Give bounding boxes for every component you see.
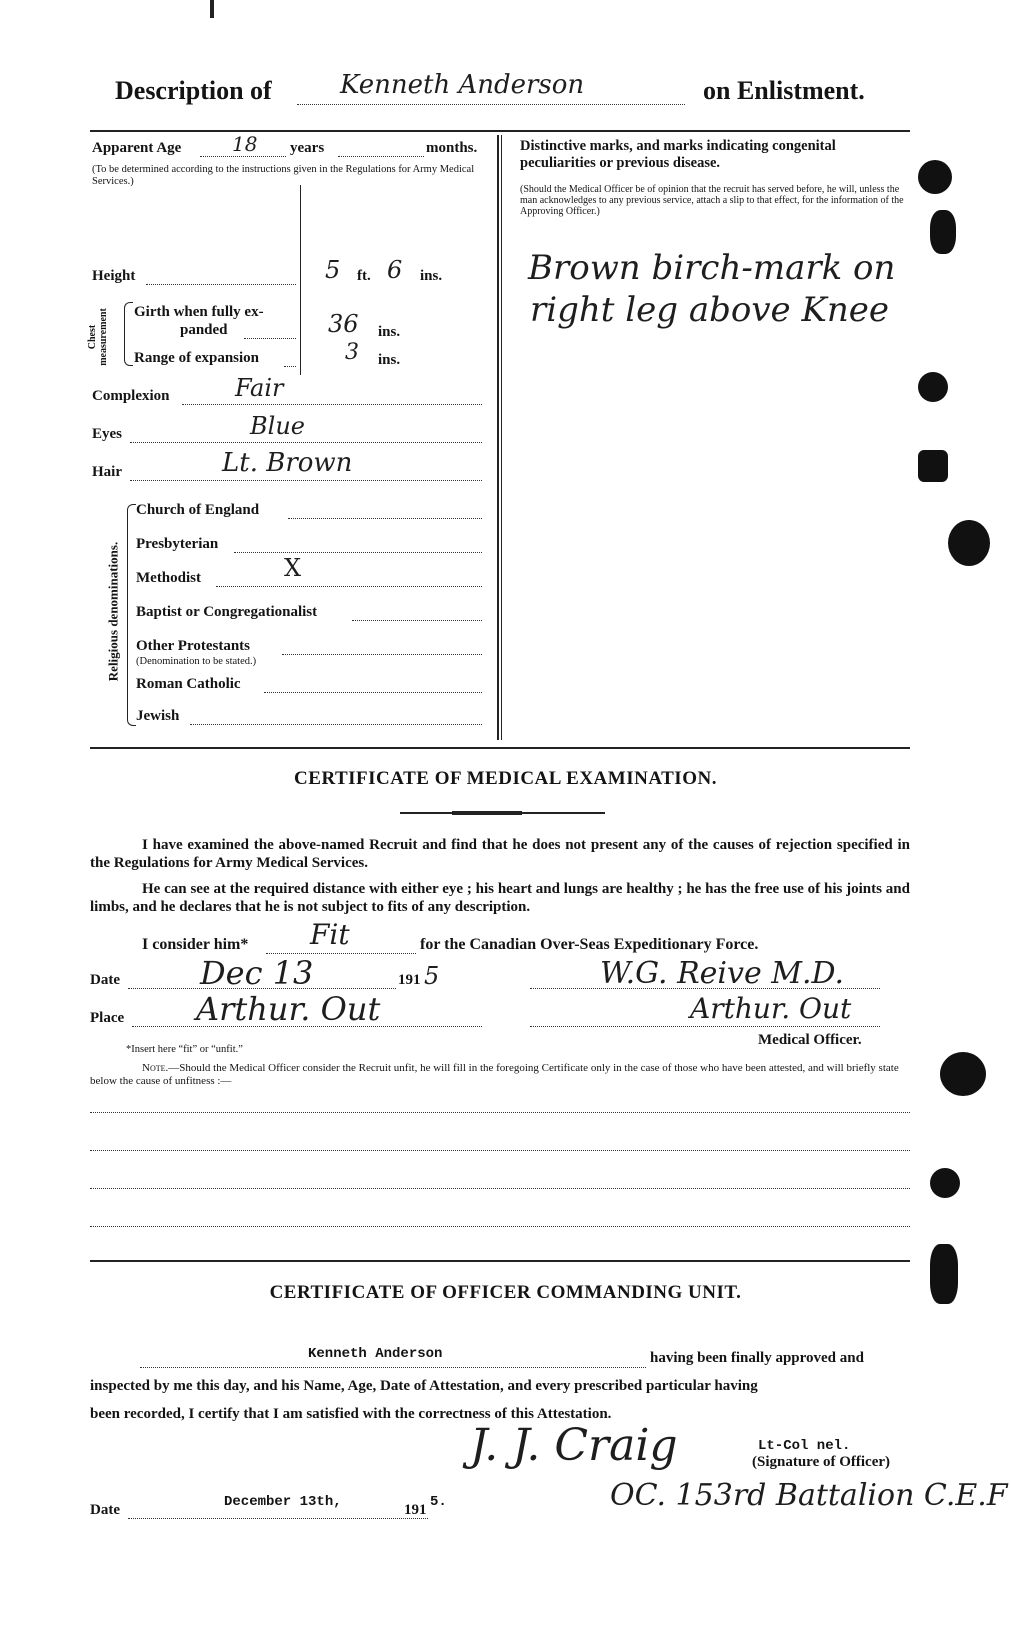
commanding-name-value: Kenneth Anderson [308, 1346, 443, 1362]
religion-line [190, 724, 482, 725]
recruit-name: Kenneth Anderson [340, 70, 585, 100]
punch-hole [918, 372, 948, 402]
marks-value-line-1: Brown birch-mark on [528, 248, 896, 288]
range-line [284, 366, 296, 367]
complexion-label: Complexion [92, 388, 170, 404]
hair-label: Hair [92, 464, 122, 480]
heading-underline-mid [452, 811, 522, 815]
medical-paragraph-1-text: I have examined the above-named Recruit and find that he does not present any of the causes of rejection specified in the Regulations for Army Medical Services. [90, 837, 910, 871]
medical-paragraph-2 [90, 880, 910, 916]
ft-label: ft. [357, 268, 371, 284]
punch-hole [918, 160, 952, 194]
years-label: years [290, 140, 325, 156]
consider-value: Fit [310, 918, 350, 951]
girth-value: 36 [328, 310, 359, 338]
commanding-signature: J. J. Craig [470, 1420, 678, 1471]
commanding-year-prefix: 191 [404, 1502, 427, 1518]
commanding-text-3: been recorded, I certify that I am satisfied with the correctness of this Attestation. [90, 1406, 612, 1422]
value-column-line [300, 185, 301, 375]
commanding-text-2: inspected by me this day, and his Name, Age, Date of Attestation, and every prescribed particular having [90, 1378, 758, 1394]
methodist-mark: X [284, 554, 302, 582]
unfitness-line [90, 1226, 910, 1227]
range-label: Range of expansion [134, 350, 260, 366]
range-value: 3 [345, 340, 359, 365]
religion-bracket [127, 504, 136, 726]
punch-hole [930, 1168, 960, 1198]
religion-line [234, 552, 482, 553]
medical-note-text: —Should the Medical Officer consider the Recruit unfit, he will fill in the foregoing Certificate only in the case of those who have been attested, and will briefly state below the cause of unfitness :— [90, 1062, 899, 1087]
complexion-line [182, 404, 482, 405]
girth-line [244, 338, 296, 339]
title-suffix: on Enlistment. [703, 76, 865, 105]
other-protestants-note: (Denomination to be stated.) [136, 656, 257, 667]
medical-date-label: Date [90, 972, 120, 988]
hair-value: Lt. Brown [222, 448, 353, 478]
medical-date-value: Dec 13 [200, 954, 314, 992]
girth-label-1: Girth when fully ex- [134, 304, 264, 320]
height-label: Height [92, 268, 136, 284]
medical-paragraph-1 [90, 836, 910, 872]
height-in-value: 6 [387, 256, 403, 284]
section-rule [90, 1260, 910, 1262]
commanding-text-1: having been finally approved and [650, 1350, 864, 1366]
officer-place-line [530, 1026, 880, 1027]
punch-hole [930, 210, 956, 254]
marks-note [520, 184, 915, 217]
commanding-name-line [140, 1367, 646, 1368]
commanding-date-value: December 13th, [224, 1494, 342, 1510]
medical-note-label: Note. [142, 1062, 169, 1074]
unfitness-line [90, 1150, 910, 1151]
girth-ins-label: ins. [378, 324, 401, 340]
chest-label-text: Chest measurement [87, 308, 109, 366]
unfitness-line [90, 1112, 910, 1113]
medical-heading: CERTIFICATE OF MEDICAL EXAMINATION. [294, 768, 717, 789]
eyes-line [130, 442, 482, 443]
medical-officer-signature: W.G. Reive M.D. [600, 956, 845, 991]
age-label: Apparent Age [92, 140, 182, 156]
age-note [92, 164, 482, 188]
religion-item: Jewish [136, 708, 180, 724]
commanding-year-value: 5. [430, 1494, 447, 1510]
height-ft-value: 5 [325, 256, 341, 284]
religion-item: Church of England [136, 502, 260, 518]
religion-item: Roman Catholic [136, 676, 241, 692]
commanding-heading: CERTIFICATE OF OFFICER COMMANDING UNIT. [269, 1282, 742, 1303]
punch-hole [918, 450, 948, 482]
age-line [200, 156, 286, 157]
consider-label: I consider him* [142, 936, 249, 953]
medical-note [90, 1062, 910, 1088]
consider-suffix: for the Canadian Over-Seas Expeditionary Force. [420, 936, 759, 953]
religion-line [352, 620, 482, 621]
title-prefix: Description of [115, 76, 272, 105]
chest-bracket [124, 302, 133, 366]
months-label: months. [426, 140, 478, 156]
scan-mark [210, 0, 214, 18]
commanding-date-label: Date [90, 1502, 120, 1518]
medical-place-value: Arthur. Out [196, 990, 381, 1028]
religion-line [264, 692, 482, 693]
commanding-date-line [128, 1518, 428, 1519]
medical-paragraph-2-text: He can see at the required distance with either eye ; his heart and lungs are healthy ; he has the free use of his joints and limbs, and he declares that he is not subject to fits of any description. [90, 881, 910, 915]
religion-item: Presbyterian [136, 536, 219, 552]
unfitness-line [90, 1188, 910, 1189]
ins-label: ins. [420, 268, 443, 284]
marks-heading-text: Distinctive marks, and marks indicating congenital peculiarities or previous disease. [520, 138, 836, 171]
eyes-label: Eyes [92, 426, 122, 442]
age-note-text: (To be determined according to the instructions given in the Regulations for Army Medical Services.) [92, 164, 475, 187]
eyes-value: Blue [250, 412, 305, 440]
medical-officer-place: Arthur. Out [690, 992, 852, 1025]
height-line [146, 284, 296, 285]
religion-line [288, 518, 482, 519]
commanding-signature-label: (Signature of Officer) [752, 1454, 891, 1470]
religion-line [282, 654, 482, 655]
medical-officer-label: Medical Officer. [758, 1032, 862, 1048]
medical-place-label: Place [90, 1010, 125, 1026]
medical-footnote: *Insert here “fit” or “unfit.” [126, 1044, 243, 1055]
girth-label-2: panded [180, 322, 228, 338]
medical-year-value: 5 [424, 962, 440, 990]
age-value: 18 [232, 132, 258, 156]
chest-label [87, 307, 109, 367]
religion-item: Methodist [136, 570, 201, 586]
column-divider [501, 135, 502, 740]
marks-note-text: (Should the Medical Officer be of opinion that the recruit has served before, he will, unless the man acknowledges to any previous service, attach a slip to that effect, for the information of the Approving Officer.) [520, 184, 904, 217]
religion-line [216, 586, 482, 587]
medical-year-prefix: 191 [398, 972, 421, 988]
section-rule [90, 747, 910, 749]
religion-item: Other Protestants [136, 638, 251, 654]
commanding-unit: OC. 153rd Battalion C.E.F [610, 1478, 1008, 1513]
religion-item: Baptist or Congregationalist [136, 604, 318, 620]
punch-hole [940, 1052, 986, 1096]
hair-line [130, 480, 482, 481]
religion-label [106, 537, 121, 687]
commanding-rank: Lt-Col nel. [758, 1438, 851, 1454]
top-rule [90, 130, 910, 132]
range-ins-label: ins. [378, 352, 401, 368]
column-divider [497, 135, 499, 740]
complexion-value: Fair [235, 374, 284, 402]
marks-heading [520, 138, 915, 172]
marks-value-line-2: right leg above Knee [530, 290, 890, 330]
months-line [338, 156, 424, 157]
title-name-line [297, 104, 685, 105]
punch-hole [948, 520, 990, 566]
religion-label-text: Religious denominations. [105, 541, 121, 682]
